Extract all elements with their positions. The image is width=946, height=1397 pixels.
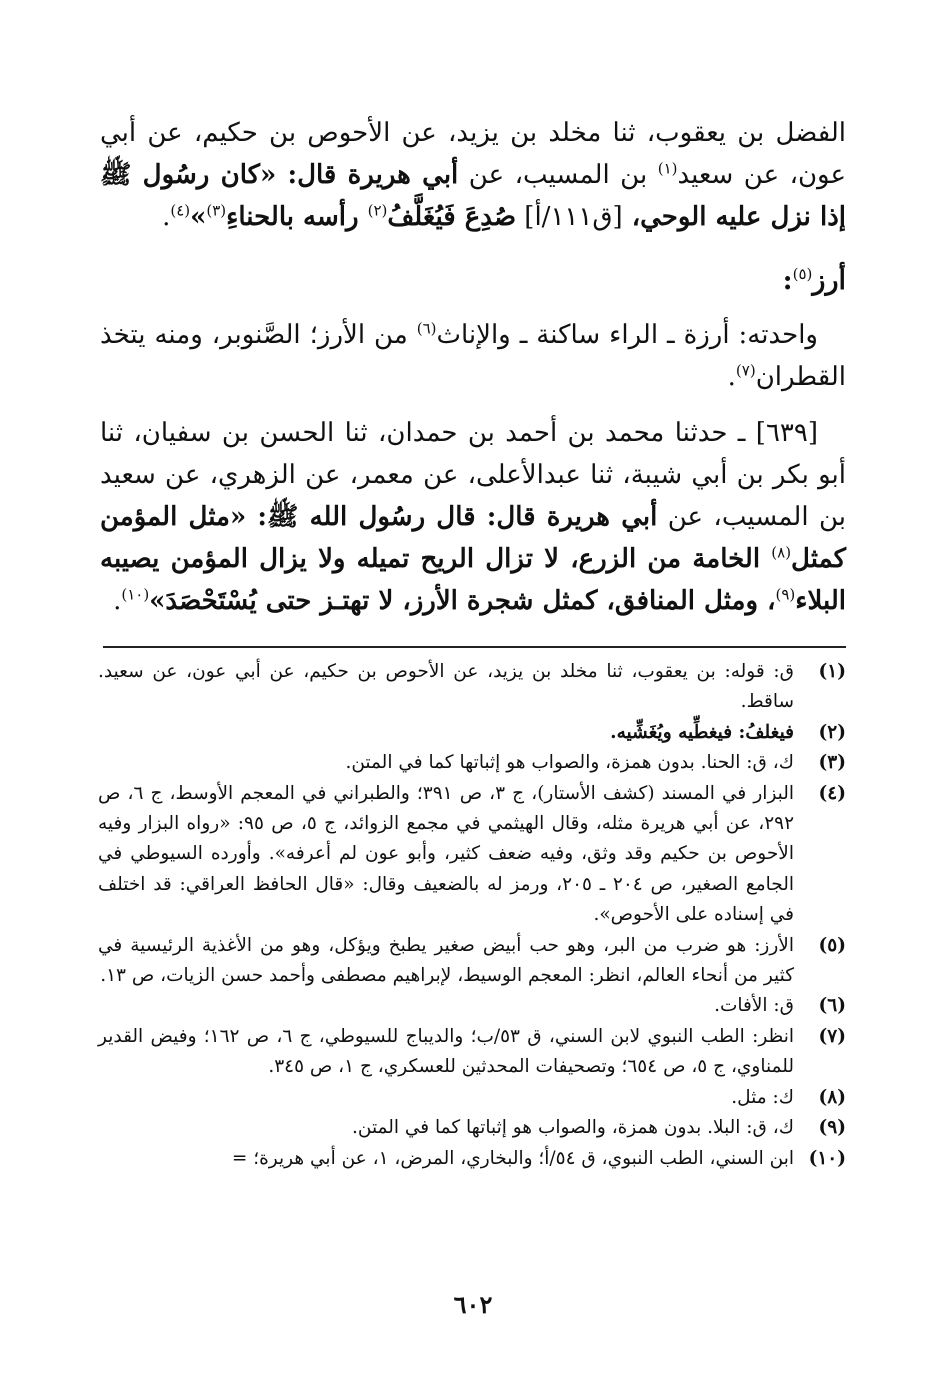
main-text [100, 112, 846, 622]
footnote-item [98, 1083, 846, 1113]
text-run: . [113, 586, 122, 616]
text-run: واحدته: أرزة ـ الراء ساكنة ـ والإناث [436, 320, 818, 350]
bold-run: الخامة من الزرع، لا تزال الريح تميله ولا يزال المؤمن يصيبه البلاء [100, 544, 846, 616]
text-run: . [162, 202, 171, 232]
bold-run: أبي هريرة قال: «كان رسُول ﷺ إذا نزل عليه الوحي، [100, 160, 846, 232]
footnote-ref[interactable]: (١٠) [121, 585, 150, 604]
page-number: ٦٠٢ [453, 1290, 493, 1319]
footnote-text: ك: مثل. [731, 1086, 794, 1108]
footnote-text: ك، ق: البلا. بدون همزة، والصواب هو إثباتها كما في المتن. [351, 1117, 794, 1139]
footnote-item [98, 779, 846, 931]
bold-run: » [190, 202, 207, 232]
footnote-text: ق: قوله: بن يعقوب، ثنا مخلد بن يزيد، عن الأحوص بن حكيم، عن أبي عون، عن سعيد. ساقط. [98, 661, 794, 713]
manuscript-ref: [ق١١١/أ] [516, 202, 623, 232]
text-run: . [727, 362, 736, 392]
footnote-item [98, 931, 846, 992]
footnote-ref[interactable]: (١) [657, 159, 678, 178]
text-run: الفضل بن يعقوب، ثنا مخلد بن يزيد، عن الأحوص بن حكيم، عن أبي عون، عن سعيد [100, 118, 847, 190]
footnote-number: (٧) [818, 1025, 846, 1047]
paragraph-3 [100, 412, 846, 622]
footnote-ref[interactable]: (٥) [792, 265, 813, 283]
footnote-ref[interactable]: (٤) [170, 201, 191, 220]
footnote-text: الأرز: هو ضرب من البر، وهو حب أبيض صغير يطبخ ويؤكل، وهو من الأغذية الرئيسية في كثير من أنحاء العالم، انظر: المعجم الوسيط، لإبراهيم مصطفى وأحمد حسن الزيات، ص ١٣. [98, 934, 794, 987]
footnote-item [98, 1022, 846, 1083]
bold-run: صُدِعَ فَيُغَلَّفُ [387, 202, 517, 232]
footnote-ref[interactable]: (٧) [735, 361, 756, 380]
heading-text: أرز [812, 265, 846, 296]
footnote-text: ق: الأفات. [714, 995, 794, 1017]
paragraph-2 [100, 314, 846, 398]
footnote-number: (٨) [818, 1086, 846, 1108]
footnote-item [98, 991, 846, 1021]
footnote-text: ك، ق: الحنا. بدون همزة، والصواب هو إثباتها كما في المتن. [345, 752, 794, 774]
footnote-number: (٢) [818, 721, 846, 743]
footnote-item [98, 657, 846, 718]
footnote-divider [103, 646, 846, 648]
footnote-item [98, 1113, 846, 1143]
bold-run: أبي هريرة قال: قال رسُول الله ﷺ: «مثل المؤمن كمثل [100, 502, 846, 574]
footnote-number: (٤) [818, 782, 846, 804]
footnote-number: (١) [818, 661, 846, 682]
footnote-number: (٩) [818, 1117, 846, 1139]
paragraph-1 [100, 112, 846, 238]
text-run: بن المسيب، عن [458, 160, 658, 190]
text-run: من الأرز؛ الصَّنوبر، ومنه يتخذ القطران [100, 320, 846, 392]
footnote-number: (٦) [818, 995, 846, 1017]
bold-run: رأسه بالحناءِ [226, 202, 368, 232]
footnotes [98, 657, 846, 1174]
text-run: [٦٣٩] ـ حدثنا محمد بن أحمد بن حمدان، ثنا الحسن بن سفيان، ثنا أبو بكر بن أبي شيبة، ثنا عبدالأعلى، عن معمر، عن الزهري، عن سعيد بن المسيب، عن [100, 418, 846, 532]
footnote-text: ابن السني، الطب النبوي، ق ٥٤/أ؛ والبخاري، المرض، ١، عن أبي هريرة؛ = [231, 1147, 794, 1169]
footnote-text: البزار في المسند (كشف الأستار)، ج ٣، ص ٣٩١؛ والطبراني في المعجم الأوسط، ج ٦، ص ٢٩٢، عن أبي هريرة مثله، وقال الهيثمي في مجمع الزوائد، ج ٥، ص ٩٥: «رواه البزار وفيه الأحوص بن حكيم وقد وثق، وفيه ضعف كثير، وأبو عون لم أعرفه». وأورده السيوطي في الجامع الصغير، ص ٢٠٤ ـ ٢٠٥، ورمز له بالضعيف وقال: «قال الحافظ العراقي: قد اختلف في إسناده على الأحوص». [98, 782, 795, 926]
footnote-item [98, 748, 846, 778]
footnote-number: (٣) [818, 752, 846, 774]
footnote-item [98, 1144, 846, 1174]
bold-run: ، ومثل المنافق، كمثل شجرة الأرز، لا تهتـز حتى يُسْتَحْصَدَ» [149, 586, 776, 616]
footnote-number: (٥) [818, 934, 846, 956]
footnote-ref[interactable]: (٩) [775, 585, 796, 604]
footnote-ref[interactable]: (٣) [206, 201, 227, 220]
footnote-text: انظر: الطب النبوي لابن السني، ق ٥٣/ب؛ والديباج للسيوطي، ج ٦، ص ١٦٢؛ وفيض القدير للمناوي، ج ٥، ص ٦٥٤؛ وتصحيفات المحدثين للعسكري، ج ١، ص ٣٤٥. [98, 1025, 794, 1078]
footnote-ref[interactable]: (٦) [416, 319, 437, 338]
footnote-ref[interactable]: (٢) [367, 201, 388, 220]
section-heading [100, 260, 846, 302]
footnote-text: فيغلفُ: فيغطِّيه ويُغَشِّيه. [610, 721, 794, 743]
footnote-ref[interactable]: (٨) [771, 543, 792, 562]
heading-colon: : [782, 265, 793, 296]
footnote-item [98, 718, 846, 748]
footnote-number: (١٠) [808, 1147, 846, 1169]
